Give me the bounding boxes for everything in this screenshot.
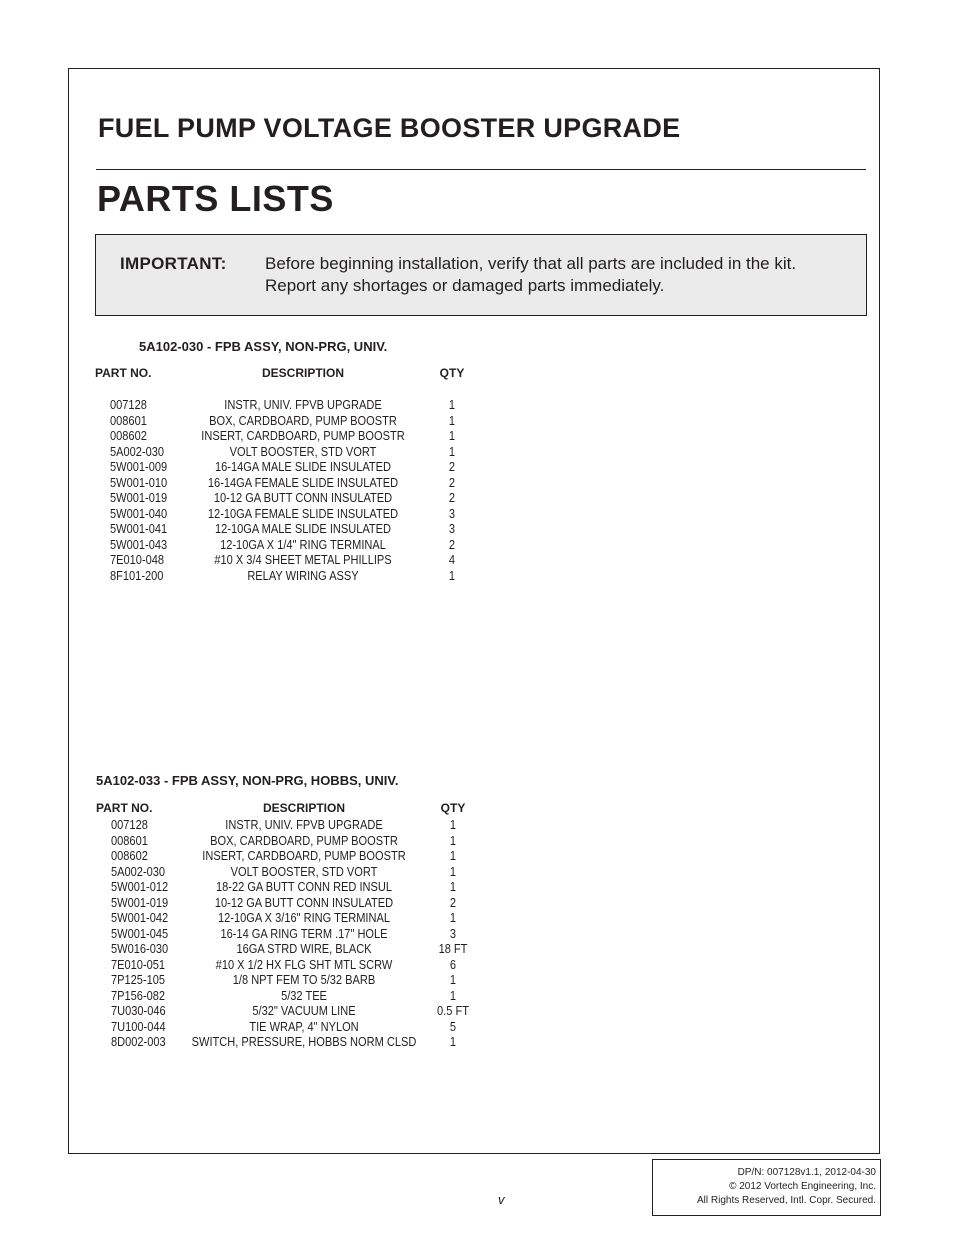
notice-text [265, 253, 796, 297]
part-description [220, 972, 388, 988]
page-heading: PARTS LISTS [97, 178, 334, 219]
parts-row [111, 879, 491, 895]
part-quantity-text: 1 [449, 848, 457, 863]
parts-row [111, 817, 491, 833]
part-description [277, 988, 331, 1004]
part-description [225, 941, 384, 957]
parts-row [110, 521, 490, 537]
part-description [191, 506, 415, 522]
copyright-line: © 2012 Vortech Engineering, Inc. [729, 1181, 876, 1192]
notice-line-1: Before beginning installation, verify that all parts are included in the kit. [265, 254, 797, 273]
part-quantity [449, 833, 456, 849]
part-quantity-text: 2 [448, 459, 456, 474]
part-quantity [449, 957, 456, 973]
part-description-text: 12-10GA MALE SLIDE INSULATED [214, 521, 392, 536]
important-notice [95, 234, 867, 316]
part-description-text: 18-22 GA BUTT CONN RED INSUL [215, 879, 393, 894]
part-description [200, 957, 408, 973]
part-description-text: 16-14GA MALE SLIDE INSULATED [214, 459, 392, 474]
part-number [111, 926, 178, 942]
part-quantity [448, 568, 455, 584]
part-number [111, 895, 178, 911]
part-quantity [448, 413, 455, 429]
document-part-number: DP/N: 007128v1.1, 2012-04-30 [737, 1167, 876, 1178]
part-quantity-text: 1 [448, 443, 456, 459]
document-info-box [652, 1159, 881, 1216]
part-number-text: 5W001-040 [110, 505, 168, 521]
parts-row [110, 397, 490, 413]
part-description [240, 1019, 369, 1035]
parts-row [110, 475, 490, 491]
parts-row [111, 1019, 491, 1035]
part-description [199, 552, 408, 568]
parts-row [111, 988, 491, 1004]
part-quantity-text: 3 [449, 925, 457, 941]
part-description-text: 12-10GA FEMALE SLIDE INSULATED [207, 505, 399, 521]
part-description [218, 864, 391, 880]
part-description [191, 475, 415, 491]
section-1-header-part-no: PART NO. [95, 366, 152, 380]
part-quantity [448, 428, 455, 444]
part-quantity [449, 864, 456, 880]
part-quantity-text: 1 [449, 817, 457, 832]
part-description-text: 10-12 GA BUTT CONN INSULATED [214, 894, 394, 910]
parts-row [110, 490, 490, 506]
part-quantity [448, 397, 455, 413]
part-number-text: 7P156-082 [111, 987, 166, 1003]
page-number: v [498, 1192, 505, 1207]
part-description [199, 895, 409, 911]
part-description [172, 1034, 436, 1050]
section-2-title: 5A102-033 - FPB ASSY, NON-PRG, HOBBS, UNIV. [96, 773, 399, 788]
part-description [199, 521, 406, 537]
part-description-text: 1/8 NPT FEM TO 5/32 BARB [232, 972, 376, 987]
part-description-text: VOLT BOOSTER, STD VORT [230, 863, 378, 879]
parts-row [110, 459, 490, 475]
part-description [203, 910, 405, 926]
part-number-text: 7P125-105 [111, 972, 166, 987]
part-quantity [448, 459, 455, 475]
part-number-text: 7E010-048 [110, 552, 165, 567]
part-description [205, 537, 400, 553]
part-number-text: 5A002-030 [111, 863, 166, 879]
part-quantity-text: 1 [449, 863, 457, 879]
part-quantity-text: 3 [448, 521, 456, 536]
part-quantity-text: 1 [448, 428, 456, 443]
part-quantity-text: 2 [448, 474, 456, 490]
part-number-text: 5W001-045 [111, 925, 169, 941]
parts-row [111, 833, 491, 849]
parts-row [110, 506, 490, 522]
part-description-text: INSERT, CARDBOARD, PUMP BOOSTR [201, 428, 405, 443]
part-number [110, 397, 153, 413]
part-number-text: 5W001-019 [110, 490, 168, 505]
section-2-header-description: DESCRIPTION [262, 801, 346, 815]
part-description [206, 926, 403, 942]
part-quantity [449, 1019, 456, 1035]
part-quantity-text: 5 [449, 1018, 457, 1034]
part-number-text: 008601 [110, 412, 147, 428]
part-description [211, 817, 396, 833]
part-number [111, 910, 178, 926]
part-description [200, 879, 407, 895]
part-quantity [434, 1003, 472, 1019]
part-description-text: #10 X 1/2 HX FLG SHT MTL SCRW [215, 956, 393, 972]
part-number-text: 5W001-012 [111, 879, 169, 894]
part-description-text: 16-14GA FEMALE SLIDE INSULATED [207, 474, 399, 490]
part-quantity [449, 848, 456, 864]
notice-label: IMPORTANT: [120, 254, 227, 273]
rights-line: All Rights Reserved, Intl. Copr. Secured. [697, 1195, 876, 1206]
part-number [110, 413, 153, 429]
part-description-text: 12-10GA X 3/16" RING TERMINAL [217, 910, 391, 925]
section-2-header-part-no: PART NO. [96, 801, 153, 815]
part-quantity-text: 1 [448, 397, 456, 412]
part-number [111, 848, 154, 864]
part-description [198, 490, 408, 506]
section-1-title: 5A102-030 - FPB ASSY, NON-PRG, UNIV. [139, 339, 388, 354]
part-quantity-text: 1 [449, 879, 457, 894]
part-description-text: BOX, CARDBOARD, PUMP BOOSTR [209, 412, 397, 428]
part-description-text: 12-10GA X 1/4" RING TERMINAL [220, 536, 386, 552]
parts-row [111, 926, 491, 942]
part-quantity-text: 0.5 FT [437, 1003, 469, 1018]
parts-row [110, 552, 490, 568]
part-quantity [448, 444, 455, 460]
title-divider [96, 169, 866, 170]
part-number [111, 988, 175, 1004]
part-description-text: 16-14 GA RING TERM .17" HOLE [220, 925, 388, 941]
part-number [111, 864, 175, 880]
notice-line-2: Report any shortages or damaged parts immediately. [265, 276, 665, 295]
part-number [111, 817, 154, 833]
parts-row [110, 537, 490, 553]
parts-row [111, 1003, 491, 1019]
part-quantity [449, 895, 456, 911]
part-quantity-text: 4 [448, 552, 456, 567]
part-description-text: SWITCH, PRESSURE, HOBBS NORM CLSD [191, 1034, 417, 1049]
part-description-text: INSERT, CARDBOARD, PUMP BOOSTR [202, 848, 406, 863]
part-quantity [449, 879, 456, 895]
part-quantity-text: 1 [449, 1034, 457, 1049]
part-quantity-text: 6 [449, 956, 457, 972]
part-number-text: 5W016-030 [111, 941, 169, 956]
document-title: FUEL PUMP VOLTAGE BOOSTER UPGRADE [98, 113, 681, 143]
part-number [111, 941, 178, 957]
part-number [111, 1034, 175, 1050]
part-quantity-text: 1 [449, 972, 457, 987]
part-quantity-text: 18 FT [438, 941, 468, 956]
part-number-text: 5W001-043 [110, 536, 168, 552]
part-quantity-text: 1 [449, 987, 457, 1003]
part-number [111, 957, 175, 973]
parts-row [111, 1034, 491, 1050]
part-description-text: RELAY WIRING ASSY [247, 567, 359, 583]
part-quantity-text: 3 [448, 505, 456, 521]
part-number [111, 972, 175, 988]
part-number-text: 5W001-041 [110, 521, 168, 536]
part-number [110, 475, 177, 491]
part-description-text: 10-12 GA BUTT CONN INSULATED [213, 490, 393, 505]
part-quantity [449, 817, 456, 833]
part-number [111, 879, 178, 895]
parts-row [110, 428, 490, 444]
part-number [111, 1019, 175, 1035]
parts-row [110, 444, 490, 460]
part-number-text: 5W001-042 [111, 910, 169, 925]
part-description [193, 413, 414, 429]
part-number [110, 568, 173, 584]
part-number [110, 444, 174, 460]
part-quantity [449, 910, 456, 926]
part-description [199, 459, 406, 475]
part-number [110, 506, 177, 522]
part-quantity [449, 972, 456, 988]
section-2-header-qty: QTY [440, 801, 466, 815]
part-description [237, 568, 368, 584]
part-description [243, 1003, 364, 1019]
part-number [110, 490, 177, 506]
part-quantity-text: 2 [448, 490, 456, 505]
part-number-text: 7U030-046 [111, 1003, 166, 1018]
part-quantity [436, 941, 470, 957]
part-number-text: 5W001-009 [110, 459, 168, 474]
parts-row [111, 972, 491, 988]
part-number-text: 7U100-044 [111, 1018, 166, 1034]
part-description-text: 5/32" VACUUM LINE [252, 1003, 356, 1018]
part-number-text: 5A002-030 [110, 443, 165, 459]
part-number-text: 007128 [110, 397, 147, 412]
part-number-text: 007128 [111, 817, 148, 832]
part-description-text: TIE WRAP, 4" NYLON [249, 1018, 359, 1034]
part-number-text: 008602 [110, 428, 147, 443]
parts-row [111, 957, 491, 973]
parts-row [110, 413, 490, 429]
section-1-header-description: DESCRIPTION [261, 366, 345, 380]
parts-row [110, 568, 490, 584]
part-quantity [449, 926, 456, 942]
part-description [184, 848, 423, 864]
part-number [110, 459, 177, 475]
part-number [111, 833, 154, 849]
part-description-text: BOX, CARDBOARD, PUMP BOOSTR [210, 832, 398, 848]
part-quantity [448, 537, 455, 553]
part-number [111, 1003, 175, 1019]
part-quantity [448, 506, 455, 522]
part-quantity [448, 552, 455, 568]
parts-row [111, 895, 491, 911]
part-description-text: #10 X 3/4 SHEET METAL PHILLIPS [214, 552, 392, 567]
part-quantity-text: 2 [449, 894, 457, 910]
part-quantity [448, 475, 455, 491]
part-number [110, 537, 177, 553]
part-number-text: 8F101-200 [110, 567, 164, 583]
part-quantity-text: 1 [448, 412, 456, 428]
part-number-text: 7E010-051 [111, 956, 166, 972]
part-quantity [449, 1034, 456, 1050]
part-quantity-text: 1 [449, 910, 457, 925]
parts-row [111, 848, 491, 864]
part-number-text: 5W001-010 [110, 474, 168, 490]
section-1-header-qty: QTY [439, 366, 465, 380]
part-description [183, 428, 422, 444]
part-number-text: 8D002-003 [111, 1034, 166, 1049]
part-description [194, 833, 415, 849]
part-number-text: 5W001-019 [111, 894, 169, 910]
part-description [210, 397, 395, 413]
part-description-text: 16GA STRD WIRE, BLACK [236, 941, 372, 956]
section-1-parts-list [110, 397, 490, 583]
parts-row [111, 941, 491, 957]
part-number-text: 008602 [111, 848, 148, 863]
section-2-parts-list [111, 817, 491, 1050]
part-description-text: INSTR, UNIV. FPVB UPGRADE [225, 817, 383, 832]
parts-row [111, 864, 491, 880]
part-quantity-text: 1 [448, 567, 456, 583]
part-quantity [448, 490, 455, 506]
part-number [110, 428, 153, 444]
parts-row [111, 910, 491, 926]
part-quantity-text: 2 [448, 536, 456, 552]
part-number-text: 008601 [111, 832, 148, 848]
part-description-text: INSTR, UNIV. FPVB UPGRADE [224, 397, 382, 412]
part-quantity-text: 1 [449, 832, 457, 848]
part-quantity [448, 521, 455, 537]
part-number [110, 552, 174, 568]
part-description-text: VOLT BOOSTER, STD VORT [229, 443, 377, 459]
part-quantity [449, 988, 456, 1004]
part-description-text: 5/32 TEE [281, 987, 327, 1003]
part-number [110, 521, 177, 537]
part-description [217, 444, 390, 460]
